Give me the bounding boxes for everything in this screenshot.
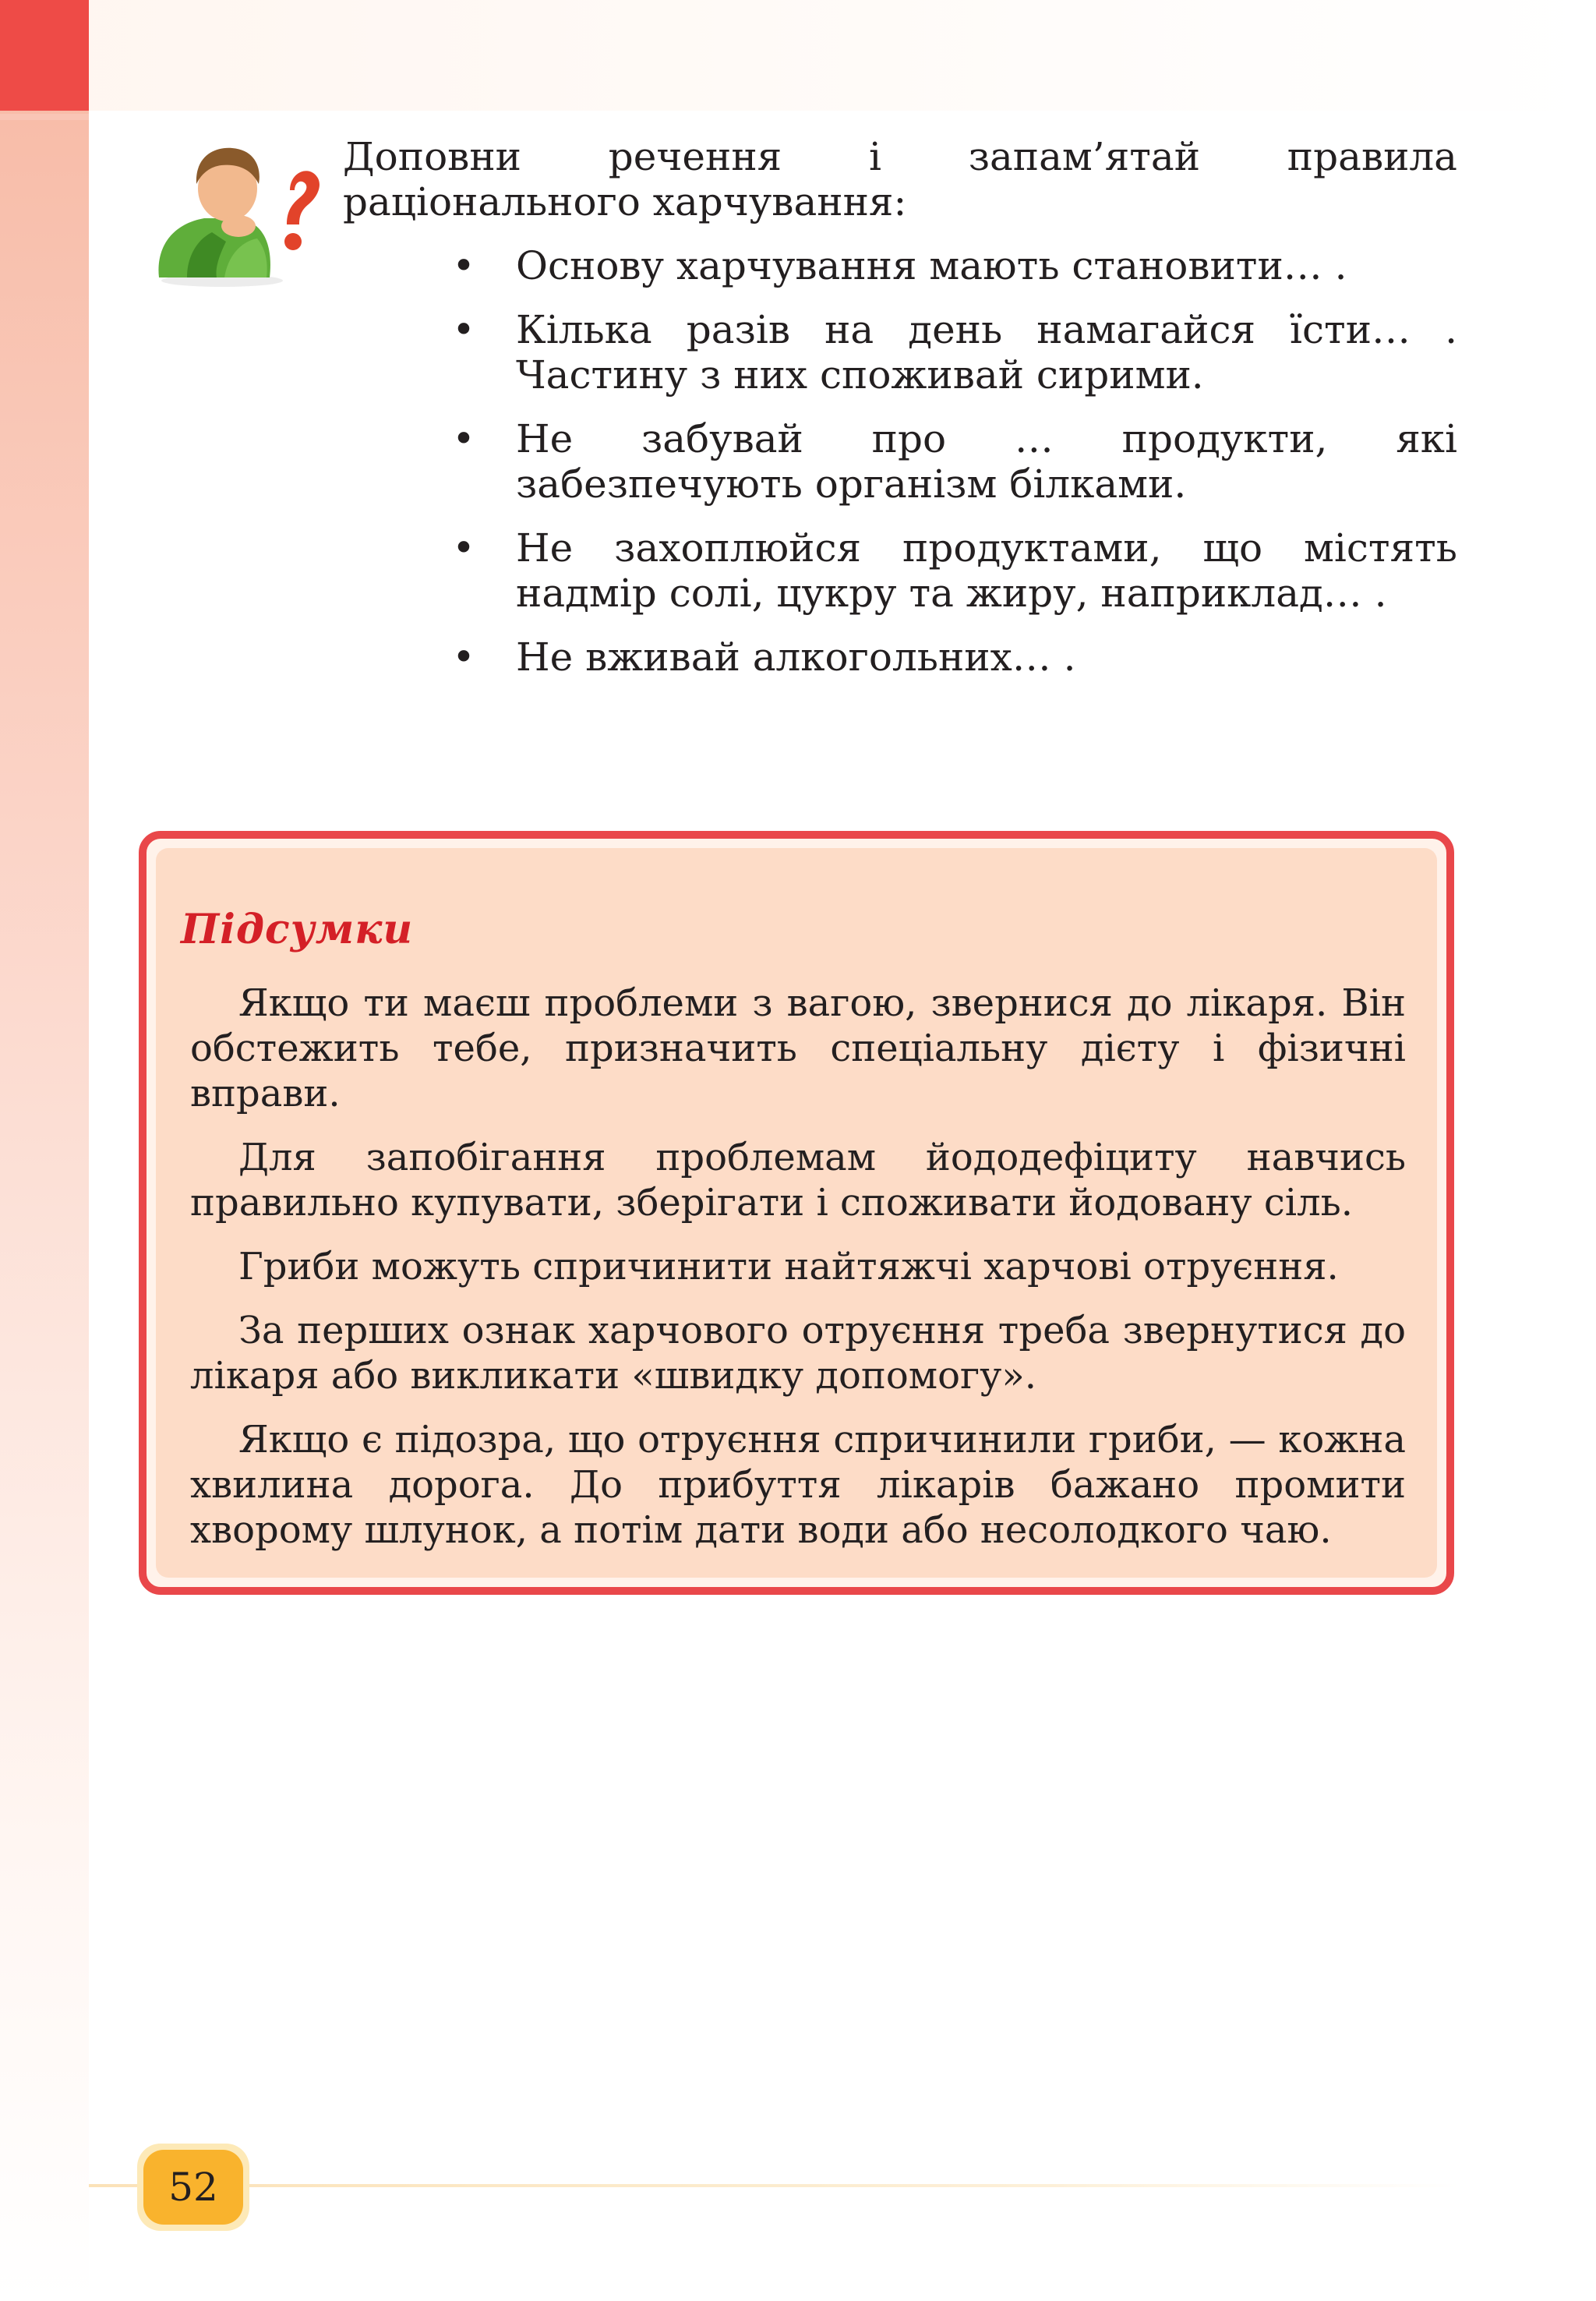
list-item-text: Не вживай алкогольних… . [516, 634, 1076, 680]
bullet-marker: • [452, 307, 475, 352]
bullet-marker: • [452, 634, 475, 680]
summary-paragraph: Якщо ти маєш проблеми з вагою, звернися до лікаря. Він обстежить тебе, призначить спеціальну дієту і фізичні вправи. [190, 981, 1406, 1115]
top-decor-band [0, 0, 1596, 111]
corner-accent-line [0, 114, 89, 120]
summary-text [190, 981, 1406, 1571]
bullet-marker: • [452, 243, 475, 288]
list-item [452, 525, 1457, 616]
summary-paragraph: Для запобігання проблемам йододефіциту навчись правильно купувати, зберігати і споживати йодовану сіль. [190, 1136, 1406, 1225]
summary-paragraph: За перших ознак харчового отруєння треба звернутися до лікаря або викликати «швидку допомогу». [190, 1309, 1406, 1398]
task-bullet-list [452, 243, 1457, 698]
list-item-text: Не забувай про … продукти, які забезпечують організм білками. [516, 416, 1457, 507]
list-item [452, 307, 1457, 398]
page-number-badge: 52 [143, 2150, 243, 2225]
left-decor-strip [0, 0, 89, 2301]
footer-line [89, 2184, 1460, 2187]
corner-red-block [0, 0, 89, 111]
list-item [452, 416, 1457, 507]
list-item [452, 243, 1457, 288]
summary-paragraph: Гриби можуть спричинити найтяжчі харчові отруєння. [238, 1245, 1339, 1288]
bullet-marker: • [452, 525, 475, 571]
list-item-text: Не захоплюйся продуктами, що містять надмір солі, цукру та жиру, наприклад… . [516, 525, 1457, 616]
summary-paragraph: Якщо є підозра, що отруєння спричинили гриби, — кожна хвилина дорога. До прибуття лікарів бажано промити хворому шлунок, а потім дати води або несолодкого чаю. [190, 1418, 1406, 1552]
summary-title: Підсумки [181, 906, 414, 953]
thinking-person-question-icon [140, 133, 327, 288]
list-item [452, 634, 1457, 680]
task-intro: Доповни речення і запам’ятай правила раціонального харчування: [343, 134, 1457, 224]
list-item-text: Основу харчування мають становити… . [516, 243, 1347, 288]
bullet-marker: • [452, 416, 475, 461]
list-item-text: Кілька разів на день намагайся їсти… . Частину з них споживай сирими. [516, 307, 1457, 398]
